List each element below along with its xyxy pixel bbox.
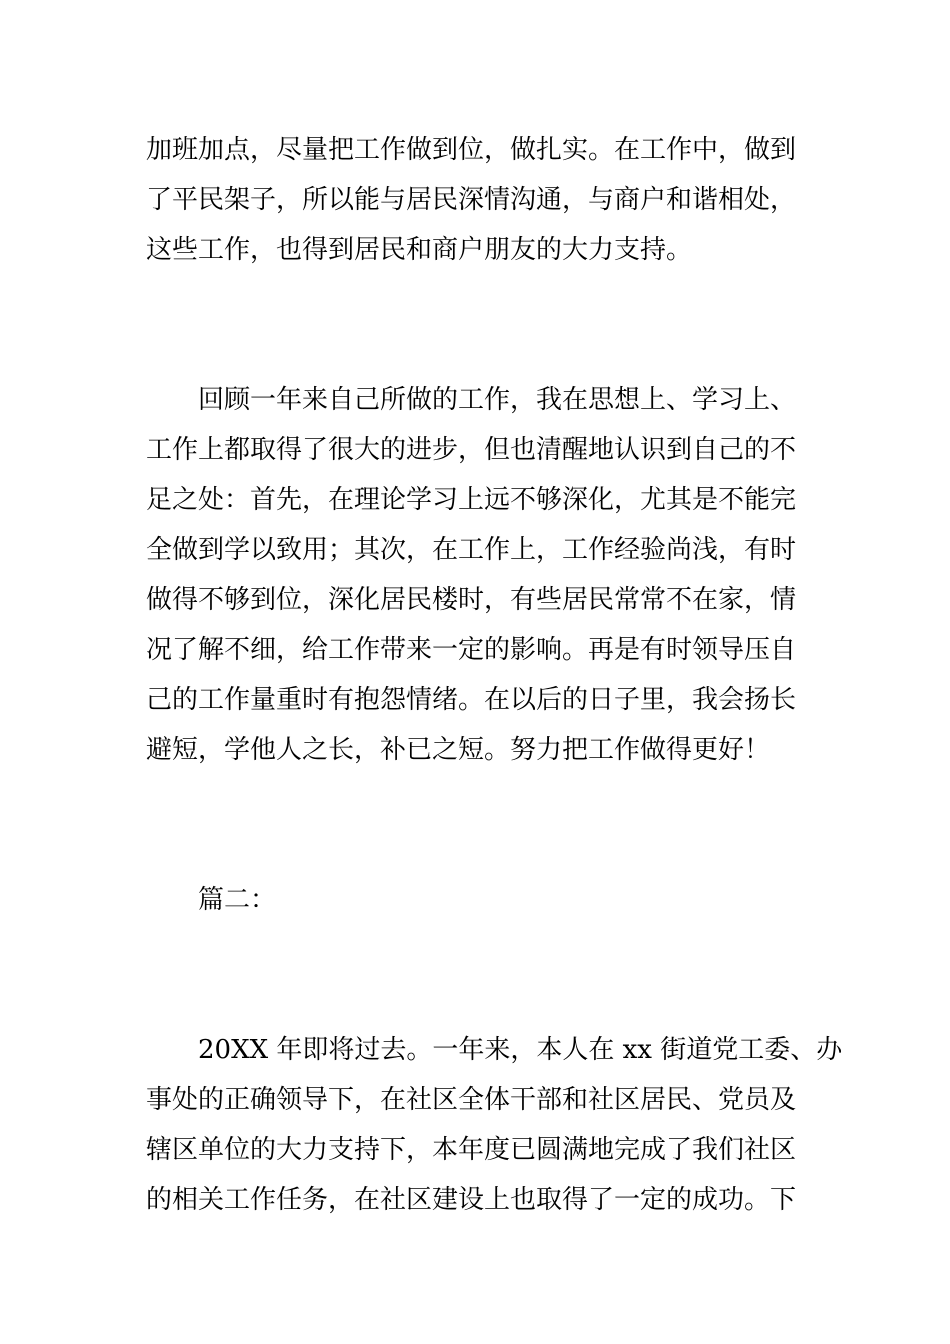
paragraph-3-line-3: 辖区单位的大力支持下，本年度已圆满地完成了我们社区 <box>146 1135 797 1165</box>
paragraph-1-line-2: 了平民架子，所以能与居民深情沟通，与商户和谐相处， <box>146 185 797 215</box>
paragraph-3-line-1: 20XX 年即将过去。一年来，本人在 xx 街道党工委、办 <box>198 1035 843 1065</box>
paragraph-2-line-1: 回顾一年来自己所做的工作，我在思想上、学习上、 <box>198 385 797 415</box>
paragraph-2-line-8: 避短，学他人之长，补已之短。努力把工作做得更好！ <box>146 735 771 765</box>
paragraph-3-line-2: 事处的正确领导下，在社区全体干部和社区居民、党员及 <box>146 1085 797 1115</box>
paragraph-2-line-6: 况了解不细，给工作带来一定的影响。再是有时领导压自 <box>146 635 797 665</box>
paragraph-3-line-4: 的相关工作任务，在社区建设上也取得了一定的成功。下 <box>146 1185 797 1215</box>
paragraph-1-line-1: 加班加点，尽量把工作做到位，做扎实。在工作中，做到 <box>146 135 797 165</box>
section-heading: 篇二： <box>198 885 277 915</box>
paragraph-2-line-5: 做得不够到位，深化居民楼时，有些居民常常不在家，情 <box>146 585 797 615</box>
paragraph-2-line-3: 足之处：首先，在理论学习上远不够深化，尤其是不能完 <box>146 485 797 515</box>
paragraph-2-line-2: 工作上都取得了很大的进步，但也清醒地认识到自己的不 <box>146 435 797 465</box>
paragraph-2-line-7: 己的工作量重时有抱怨情绪。在以后的日子里，我会扬长 <box>146 685 797 715</box>
paragraph-1-line-3: 这些工作，也得到居民和商户朋友的大力支持。 <box>146 235 693 265</box>
paragraph-2-line-4: 全做到学以致用；其次，在工作上，工作经验尚浅，有时 <box>146 535 797 565</box>
